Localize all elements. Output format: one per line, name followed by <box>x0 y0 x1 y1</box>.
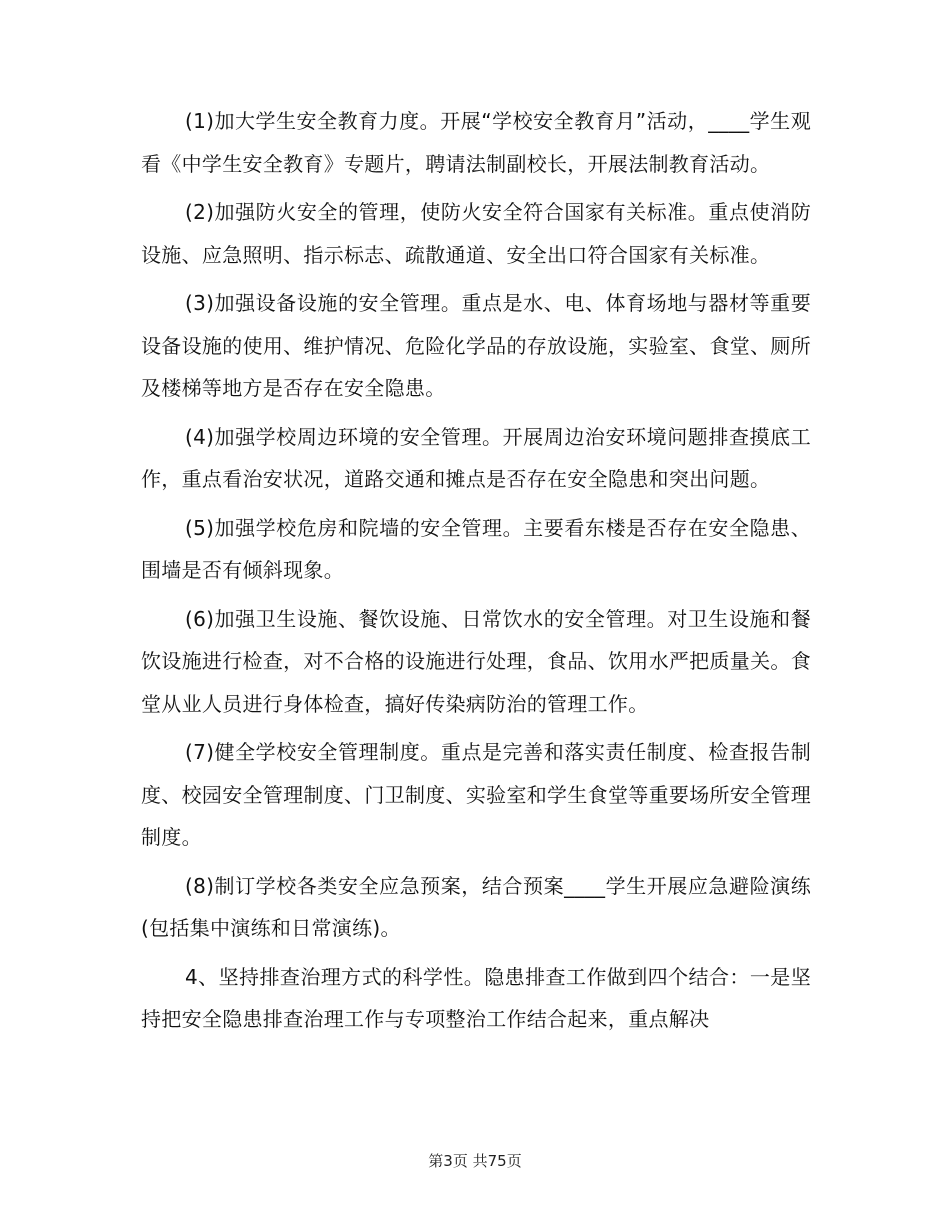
paragraph-9: 4、坚持排查治理方式的科学性。隐患排查工作做到四个结合：一是坚持把安全隐患排查治理工作与专项整治工作结合起来，重点解决 <box>141 964 811 1031</box>
document-body <box>141 100 811 1047</box>
paragraph-6: (6)加强卫生设施、餐饮设施、日常饮水的安全管理。对卫生设施和餐饮设施进行检查，对不合格的设施进行处理，食品、饮用水严把质量关。食堂从业人员进行身体检查，搞好传染病防治的管理工作。 <box>141 606 811 716</box>
paragraph-4: (4)加强学校周边环境的安全管理。开展周边治安环境问题排查摸底工作，重点看治安状况，道路交通和摊点是否存在安全隐患和突出问题。 <box>141 424 811 491</box>
paragraph-3: (3)加强设备设施的安全管理。重点是水、电、体育场地与器材等重要设备设施的使用、维护情况、危险化学品的存放设施，实验室、食堂、厕所及楼梯等地方是否存在安全隐患。 <box>141 291 811 400</box>
paragraph-1: (1)加大学生安全教育力度。开展“学校安全教育月”活动，____学生观看《中学生安全教育》专题片，聘请法制副校长，开展法制教育活动。 <box>141 109 811 176</box>
paragraph-5: (5)加强学校危房和院墙的安全管理。主要看东楼是否存在安全隐患、围墙是否有倾斜现象。 <box>141 515 811 582</box>
paragraph-2: (2)加强防火安全的管理，使防火安全符合国家有关标准。重点使消防设施、应急照明、指示标志、疏散通道、安全出口符合国家有关标准。 <box>141 200 811 267</box>
paragraph-7: (7)健全学校安全管理制度。重点是完善和落实责任制度、检查报告制度、校园安全管理制度、门卫制度、实验室和学生食堂等重要场所安全管理制度。 <box>141 740 811 849</box>
paragraph-8: (8)制订学校各类安全应急预案，结合预案____学生开展应急避险演练(包括集中演练和日常演练)。 <box>141 873 811 940</box>
page-number-footer: 第3页 共75页 <box>428 1152 522 1170</box>
